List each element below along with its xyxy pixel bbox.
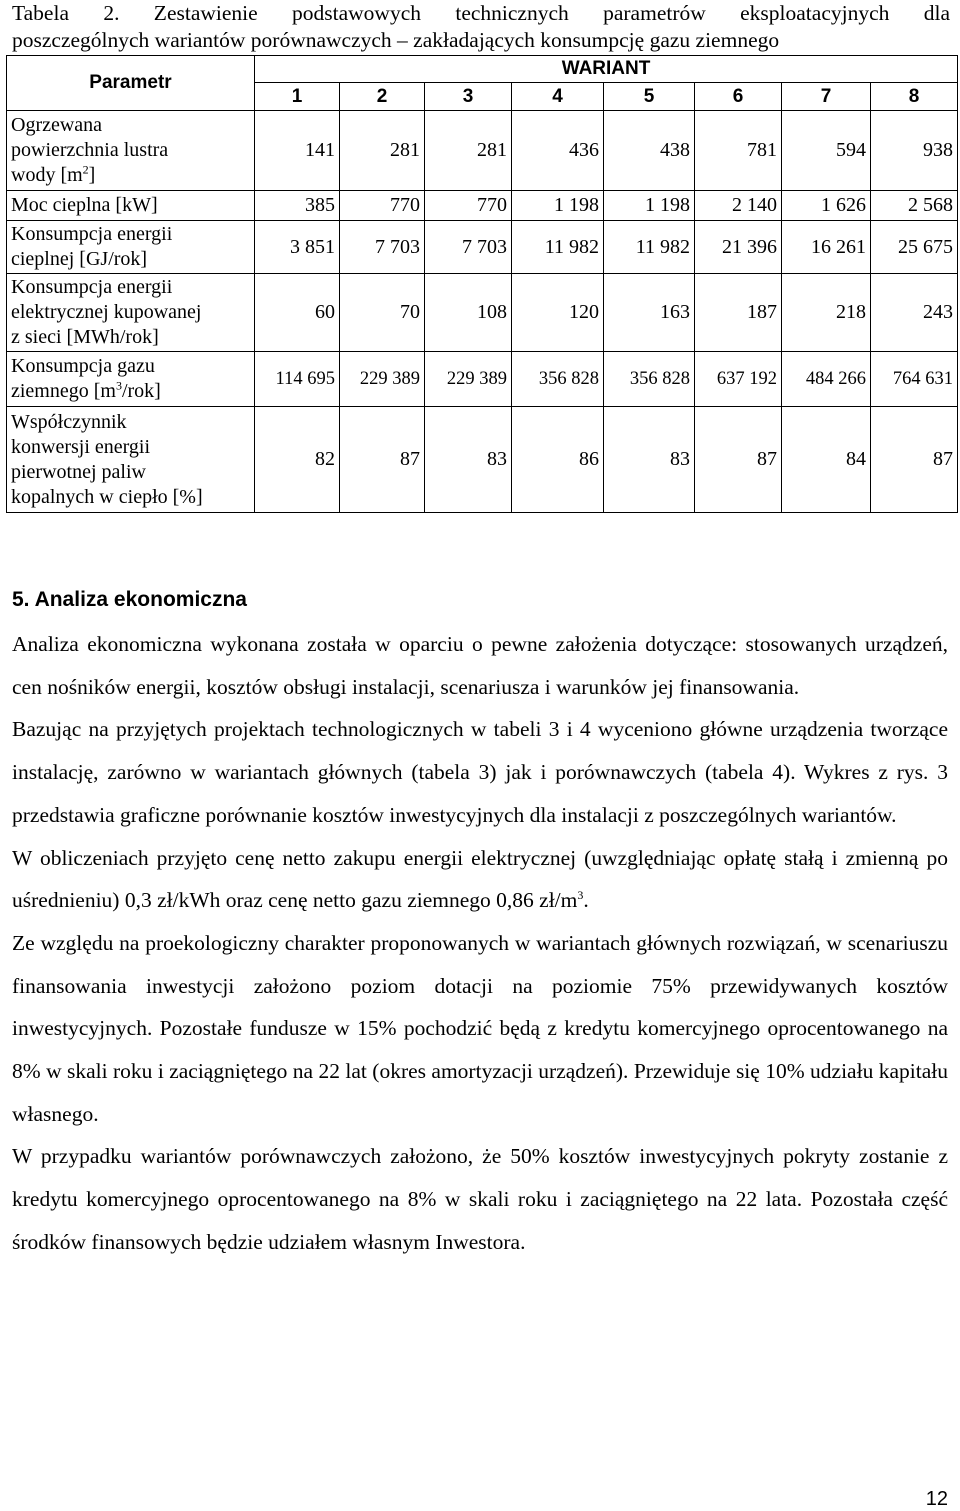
paragraph: Bazując na przyjętych projektach technologicznych w tabeli 3 i 4 wyceniono główne urządzenia tworzące instalację, zarówno w wariantach głównych (tabela 3) jak i porównawczych (tabela 4). Wykres z rys. 3 przedstawia graficzne porównanie kosztów inwestycyjnych dla instalacji z poszczególnych wariantów. (12, 717, 948, 827)
section-body (12, 623, 948, 1264)
table-cell: 141 (255, 111, 340, 191)
table-cell: 764 631 (871, 352, 958, 407)
variant-number: 2 (340, 83, 425, 111)
table-cell: 120 (512, 274, 604, 352)
table-cell: 281 (425, 111, 512, 191)
variant-number: 8 (871, 83, 958, 111)
table-cell: 1 626 (782, 191, 871, 221)
row-label: Konsumpcja energii cieplnej [GJ/rok] (7, 221, 255, 274)
table-cell: 243 (871, 274, 958, 352)
table-row (7, 111, 958, 191)
table-cell: 7 703 (340, 221, 425, 274)
table-cell: 356 828 (604, 352, 695, 407)
paragraph: Ze względu na proekologiczny charakter proponowanych w wariantach głównych rozwiązań, w scenariuszu finansowania inwestycji założono poziom dotacji na poziomie 75% przewidywanych kosztów inwestycyjnych. Pozostałe fundusze w 15% pochodzić będą z kredytu komercyjnego oprocentowanego na 8% w skali roku i zaciągniętego na 22 lat (okres amortyzacji urządzeń). Przewiduje się 10% udziału kapitału własnego. (12, 930, 948, 1126)
row-label: Konsumpcja energii elektrycznej kupowanej z sieci [MWh/rok] (7, 274, 255, 352)
variant-number: 3 (425, 83, 512, 111)
table-cell: 770 (425, 191, 512, 221)
variant-number: 4 (512, 83, 604, 111)
row-label: Moc cieplna [kW] (7, 191, 255, 221)
table-row (7, 221, 958, 274)
table-cell: 83 (425, 407, 512, 513)
table-cell: 594 (782, 111, 871, 191)
table-row (7, 352, 958, 407)
table-cell: 218 (782, 274, 871, 352)
section-heading: 5. Analiza ekonomiczna (12, 588, 247, 611)
table-cell: 108 (425, 274, 512, 352)
table-cell: 187 (695, 274, 782, 352)
table-cell: 229 389 (340, 352, 425, 407)
table-cell: 11 982 (512, 221, 604, 274)
table-cell: 163 (604, 274, 695, 352)
table-cell: 84 (782, 407, 871, 513)
table-cell: 87 (340, 407, 425, 513)
table-cell: 229 389 (425, 352, 512, 407)
table-cell: 1 198 (604, 191, 695, 221)
paragraph: W przypadku wariantów porównawczych założono, że 50% kosztów inwestycyjnych pokryty zostanie z kredytu komercyjnego oprocentowanego na 8% w skali roku i zaciągniętego na 22 lata. Pozostała część środków finansowych będzie udziałem własnym Inwestora. (12, 1144, 948, 1254)
table-row (7, 407, 958, 513)
table-row (7, 274, 958, 352)
table-cell: 2 140 (695, 191, 782, 221)
table-cell: 770 (340, 191, 425, 221)
table-cell: 438 (604, 111, 695, 191)
parameter-header: Parametr (7, 56, 255, 111)
table-cell: 7 703 (425, 221, 512, 274)
table-cell: 637 192 (695, 352, 782, 407)
table-cell: 385 (255, 191, 340, 221)
paragraph: Analiza ekonomiczna wykonana została w oparciu o pewne założenia dotyczące: stosowanych urządzeń, cen nośników energii, kosztów obsługi instalacji, scenariusza i warunków jej finansowania. (12, 632, 948, 699)
table-cell: 3 851 (255, 221, 340, 274)
page-number: 12 (925, 1488, 948, 1510)
parameters-table (6, 55, 958, 513)
table-cell: 1 198 (512, 191, 604, 221)
table-cell: 21 396 (695, 221, 782, 274)
table-cell: 87 (871, 407, 958, 513)
table-cell: 83 (604, 407, 695, 513)
variant-number: 6 (695, 83, 782, 111)
row-label: Ogrzewana powierzchnia lustra wody $[m^2]$ (7, 111, 255, 191)
table-cell: 25 675 (871, 221, 958, 274)
variant-number: 1 (255, 83, 340, 111)
caption-line-1: Tabela 2. Zestawienie podstawowych technicznych parametrów eksploatacyjnych dla (12, 1, 950, 25)
paragraph: W obliczeniach przyjęto cenę netto zakupu energii elektrycznej (uwzględniając opłatę stałą i zmienną po uśrednieniu) 0,3 zł/kWh oraz cenę netto gazu ziemnego 0,86 $zł/m^3$. (12, 845, 948, 913)
table-cell: 86 (512, 407, 604, 513)
table-cell: 70 (340, 274, 425, 352)
table-cell: 781 (695, 111, 782, 191)
table-cell: 356 828 (512, 352, 604, 407)
table-cell: 114 695 (255, 352, 340, 407)
table-cell: 11 982 (604, 221, 695, 274)
variant-number: 7 (782, 83, 871, 111)
caption-line-2: poszczególnych wariantów porównawczych – zakładających konsumpcję gazu ziemnego (12, 28, 780, 52)
table-caption (12, 0, 950, 54)
table-cell: 60 (255, 274, 340, 352)
table-cell: 484 266 (782, 352, 871, 407)
table-cell: 2 568 (871, 191, 958, 221)
table-cell: 436 (512, 111, 604, 191)
table-row (7, 191, 958, 221)
variant-header: WARIANT (255, 56, 958, 83)
row-label: Współczynnik konwersji energii pierwotnej paliw kopalnych w ciepło [%] (7, 407, 255, 513)
table-cell: 82 (255, 407, 340, 513)
table-cell: 87 (695, 407, 782, 513)
row-label: Konsumpcja gazu ziemnego $[m^3/rok]$ (7, 352, 255, 407)
table-cell: 281 (340, 111, 425, 191)
table-cell: 16 261 (782, 221, 871, 274)
table-cell: 938 (871, 111, 958, 191)
variant-number: 5 (604, 83, 695, 111)
